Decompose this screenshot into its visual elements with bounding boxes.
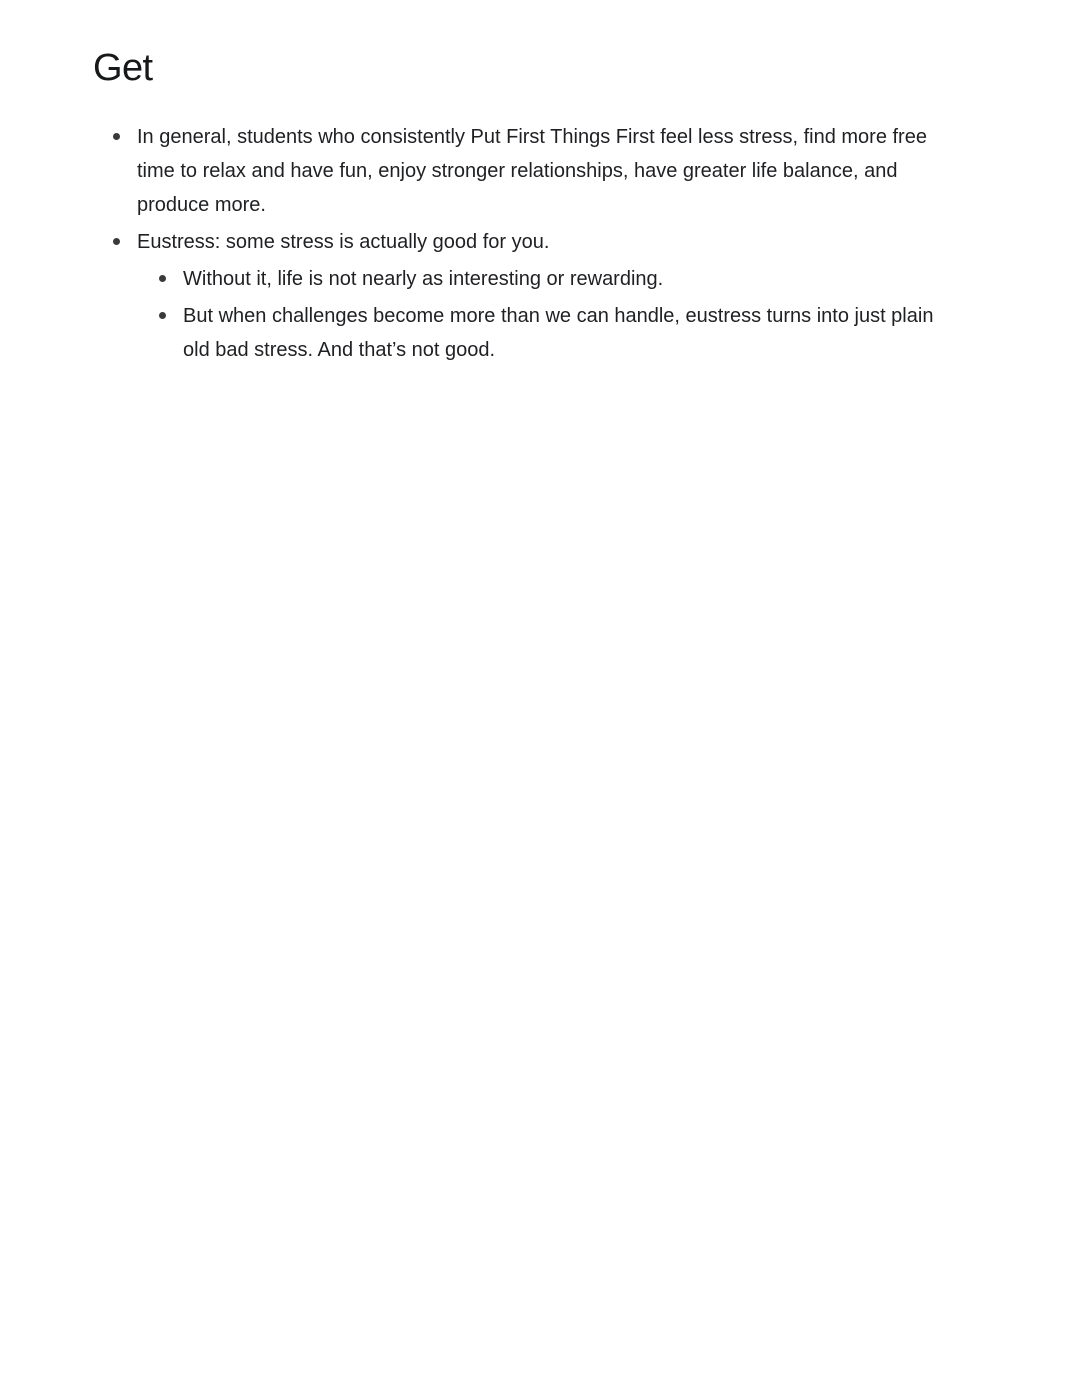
list-item-text: Eustress: some stress is actually good for you. [137,231,550,253]
page-title: Get [93,47,153,89]
bullet-list [93,120,959,367]
list-item [138,299,959,367]
document-page [0,0,1080,367]
list-item [138,262,959,296]
list-item [93,225,959,367]
list-item-text: But when challenges become more than we can handle, eustress turns into just plain old bad stress. And that’s not good. [183,305,934,361]
list-item [93,120,959,222]
list-item-text: In general, students who consistently Put First Things First feel less stress, find more free time to relax and have fun, enjoy stronger relationships, have greater life balance, and produce more. [137,126,927,216]
list-item-text: Without it, life is not nearly as interesting or rewarding. [183,268,664,290]
sub-bullet-list [138,262,959,367]
